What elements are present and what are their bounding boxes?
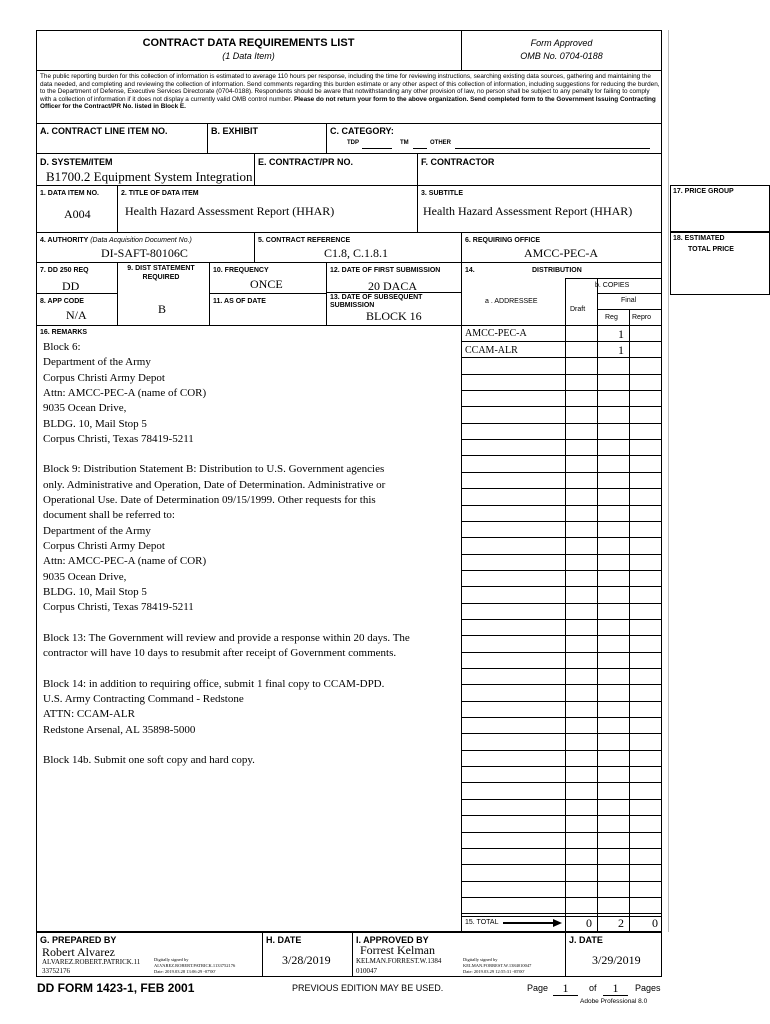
remark-line: Corpus Christi, Texas 78419-5211 (43, 432, 194, 445)
form-subtitle: (1 Data Item) (222, 51, 275, 61)
remark-line: Corpus Christi, Texas 78419-5211 (43, 601, 194, 614)
remark-line: Block 9: Distribution Statement B: Distribution to U.S. Government agencies (43, 463, 385, 476)
prepared-by-digital-2: ALVAREZ.ROBERT.PATRICK.1133752176 (154, 963, 236, 968)
contract-ref-value: C1.8, C.1.8.1 (324, 246, 389, 260)
side-margin-line (668, 30, 669, 932)
distribution-row-line (461, 505, 662, 506)
category-label: C. CATEGORY: (330, 126, 394, 136)
dist-addressee-2: CCAM-ALR (465, 345, 518, 356)
approved-by-label: I. APPROVED BY (356, 935, 429, 945)
prepared-by-digital-1: Digitally signed by (154, 957, 189, 962)
subtitle-label: 3. SUBTITLE (421, 190, 464, 197)
distribution-row-line (461, 455, 662, 456)
prepared-by-label: G. PREPARED BY (40, 935, 117, 945)
distribution-row-line (461, 815, 662, 816)
authority-label (40, 237, 192, 244)
estimated-price-label-1: 18. ESTIMATED (673, 235, 725, 242)
total-repro: 0 (652, 916, 658, 930)
total-reg: 2 (618, 916, 624, 930)
form-approved: Form Approved (530, 38, 593, 48)
requiring-office-label: 6. REQUIRING OFFICE (465, 237, 541, 244)
remark-line: Department of the Army (43, 524, 151, 537)
reg-label: Reg (605, 314, 618, 321)
dist-statement-label: 9. DIST STATEMENT REQUIRED (127, 265, 195, 281)
data-item-no-label: 1. DATA ITEM NO. (40, 190, 99, 197)
remark-line: document shall be referred to: (43, 509, 175, 522)
copies-label: b. COPIES (595, 282, 630, 289)
distribution-row-line (461, 472, 662, 473)
authority-label-text: 4. AUTHORITY (40, 237, 89, 244)
distribution-row-line (461, 537, 662, 538)
estimated-price-label-2: TOTAL PRICE (688, 246, 734, 253)
distribution-row-line (461, 390, 662, 391)
h-date-label: H. DATE (266, 935, 302, 945)
contract-pr-label: E. CONTRACT/PR NO. (258, 157, 354, 167)
dist-addressee-1: AMCC-PEC-A (465, 328, 527, 339)
distribution-row-line (461, 717, 662, 718)
requiring-office-value: AMCC-PEC-A (524, 246, 599, 260)
distribution-row-line (461, 733, 662, 734)
distribution-row-line (461, 864, 662, 865)
remark-line: Attn: AMCC-PEC-A (name of COR) (43, 386, 207, 399)
approved-by-digital-1: Digitally signed by (463, 957, 498, 962)
distribution-row-line (461, 701, 662, 702)
system-item-label: D. SYSTEM/ITEM (40, 157, 113, 167)
remark-line: BLDG. 10, Mail Stop 5 (43, 585, 147, 598)
distribution-row-line (461, 374, 662, 375)
page-total: 1 (612, 981, 619, 995)
distribution-row-line (461, 750, 662, 751)
distribution-row-line (461, 554, 662, 555)
burden-statement (40, 73, 660, 111)
remark-line: Block 13: The Government will review and provide a response within 20 days. The (43, 631, 410, 644)
frequency-label: 10. FREQUENCY (213, 267, 269, 274)
dd250-label: 7. DD 250 REQ (40, 267, 89, 274)
remark-line: Block 6: (43, 341, 81, 353)
distribution-row-line (461, 439, 662, 440)
distribution-title: DISTRIBUTION (532, 267, 582, 274)
authority-value: DI-SAFT-80106C (101, 246, 188, 260)
dist-reg-1: 1 (618, 327, 624, 341)
prepared-by-name: Robert Alvarez (42, 945, 115, 959)
distribution-row-line (461, 586, 662, 587)
remark-line: Corpus Christi Army Depot (43, 371, 165, 384)
category-other: OTHER (430, 140, 451, 146)
distribution-row-line (461, 766, 662, 767)
remark-line: Department of the Army (43, 356, 151, 369)
distribution-row-line (461, 570, 662, 571)
distribution-row-line (461, 913, 662, 914)
remark-line: 9035 Ocean Drive, (43, 402, 127, 415)
subtitle-value: Health Hazard Assessment Report (HHAR) (423, 204, 633, 218)
distribution-row-line (461, 619, 662, 620)
distribution-row-line (461, 668, 662, 669)
remark-line: U.S. Army Contracting Command - Redstone (43, 692, 244, 705)
dist-statement-value: B (158, 302, 167, 316)
distribution-row-line (461, 897, 662, 898)
final-label: Final (621, 297, 637, 304)
draft-label: Draft (570, 306, 586, 313)
remark-line: contractor will have 10 days to resubmit after receipt of Government comments. (43, 647, 397, 659)
system-item-value: B1700.2 Equipment System Integration (46, 169, 253, 184)
of-word: of (589, 983, 597, 993)
data-item-no: A004 (64, 207, 91, 221)
distribution-14-label: 14. (465, 267, 475, 274)
authority-sub-text: (Data Acquisition Document No.) (90, 237, 192, 244)
distribution-row-line (461, 406, 662, 407)
repro-label: Repro (632, 314, 652, 321)
remark-line: Attn: AMCC-PEC-A (name of COR) (43, 555, 207, 568)
prepared-by-sig-2: 33752176 (42, 967, 70, 975)
remark-line: Corpus Christi Army Depot (43, 539, 165, 552)
h-date-value: 3/28/2019 (282, 953, 331, 967)
remark-line: Operational Use. Date of Determination 09/15/1999. Other requests for this (43, 494, 376, 506)
form-title: CONTRACT DATA REQUIREMENTS LIST (142, 37, 355, 49)
remark-line: BLDG. 10, Mail Stop 5 (43, 417, 147, 430)
j-date-value: 3/29/2019 (592, 953, 641, 967)
total-draft: 0 (586, 916, 592, 930)
approved-by-sig-2: 010047 (356, 967, 377, 975)
distribution-row-line (461, 832, 662, 833)
data-item-title: Health Hazard Assessment Report (HHAR) (125, 204, 335, 218)
category-tdp: TDP (347, 140, 359, 146)
previous-edition: PREVIOUS EDITION MAY BE USED. (292, 983, 444, 993)
total-arrow (503, 922, 555, 924)
distribution-row-line (461, 488, 662, 489)
approved-by-digital-2: KELMAN.FORREST.W.1384010047 (463, 963, 532, 968)
prepared-by-sig-1: ALVAREZ.ROBERT.PATRICK.11 (42, 958, 141, 966)
software-label: Adobe Professional 8.0 (580, 998, 648, 1005)
distribution-row-line (461, 881, 662, 882)
distribution-row-line (461, 652, 662, 653)
contract-ref-label: 5. CONTRACT REFERENCE (258, 237, 351, 244)
j-date-label: J. DATE (569, 935, 603, 945)
distribution-row-line (461, 848, 662, 849)
approved-by-name: Forrest Kelman (360, 943, 435, 957)
form-number: DD FORM 1423-1, FEB 2001 (37, 981, 195, 995)
dist-reg-2: 1 (618, 343, 624, 357)
remark-line: only. Administrative and Operation, Date of Determination. Administrative or (43, 478, 386, 491)
burden-bold-text: Please do not return your form to the above organization. Send completed form to the Government Issuing Contracting Officer for the Contract/PR No. listed in Block E. (40, 95, 656, 110)
remark-line: Block 14b. Submit one soft copy and hard copy. (43, 754, 255, 767)
remark-line: Block 14: in addition to requiring office, submit 1 final copy to CCAM-DPD. (43, 677, 385, 690)
page-word: Page (527, 983, 549, 993)
prepared-by-digital-3: Date: 2019.03.28 13:06:29 -07'00' (154, 969, 216, 974)
first-submission-label: 12. DATE OF FIRST SUBMISSION (330, 267, 441, 274)
total-label: 15. TOTAL (465, 919, 499, 926)
remark-line: 9035 Ocean Drive, (43, 570, 127, 583)
clin-label: A. CONTRACT LINE ITEM NO. (40, 126, 168, 136)
remark-line: Redstone Arsenal, AL 35898-5000 (43, 723, 196, 736)
data-item-title-label: 2. TITLE OF DATA ITEM (121, 190, 199, 197)
price-group-label: 17. PRICE GROUP (673, 188, 734, 195)
frequency-value: ONCE (250, 277, 283, 291)
pages-word: Pages (635, 983, 661, 993)
subsequent-submission-label: 13. DATE OF SUBSEQUENT SUBMISSION (330, 294, 423, 309)
omb-number: OMB No. 0704-0188 (520, 51, 603, 61)
app-code-value: N/A (66, 308, 87, 322)
distribution-row-line (461, 603, 662, 604)
distribution-row-line (461, 521, 662, 522)
total-arrow-head (553, 919, 562, 927)
dd250-value: DD (62, 279, 80, 293)
category-tm: TM (400, 140, 409, 146)
approved-by-digital-3: Date: 2019.03.29 12:55:31 -05'00' (463, 969, 525, 974)
distribution-row-line (461, 782, 662, 783)
approved-by-sig-1: KELMAN.FORREST.W.1384 (356, 957, 442, 965)
exhibit-label: B. EXHIBIT (211, 126, 259, 136)
distribution-row-line (461, 799, 662, 800)
remark-line: ATTN: CCAM-ALR (43, 708, 135, 721)
contractor-label: F. CONTRACTOR (421, 157, 495, 167)
first-submission-value: 20 DACA (368, 279, 418, 293)
distribution-row-line (461, 684, 662, 685)
addressee-label: a . ADDRESSEE (485, 298, 538, 305)
distribution-row-line (461, 423, 662, 424)
burden-text: The public reporting burden for this collection of information is estimated to average 110 hours per response, including the time for reviewing instructions, searching existing data sources, gathering and maintaining the data needed, and completing and reviewing the collection of information. Send comments regarding this burden estimate or any other aspect of this collection of information, including suggestions for reducing the burden, to the Department of Defense, Executive Services Directorate (0704-0188). Respondents should be aware that notwithstanding any other provision of law, no person shall be subject to any penalty for failing to comply with a collection of information if it does not display a currently valid OMB control number. (40, 73, 660, 103)
app-code-label: 8. APP CODE (40, 298, 84, 305)
subsequent-submission-value: BLOCK 16 (366, 309, 422, 323)
page-number: 1 (562, 981, 569, 995)
as-of-date-label: 11. AS OF DATE (213, 298, 266, 305)
remarks-label: 16. REMARKS (40, 329, 88, 336)
distribution-row-line (461, 635, 662, 636)
